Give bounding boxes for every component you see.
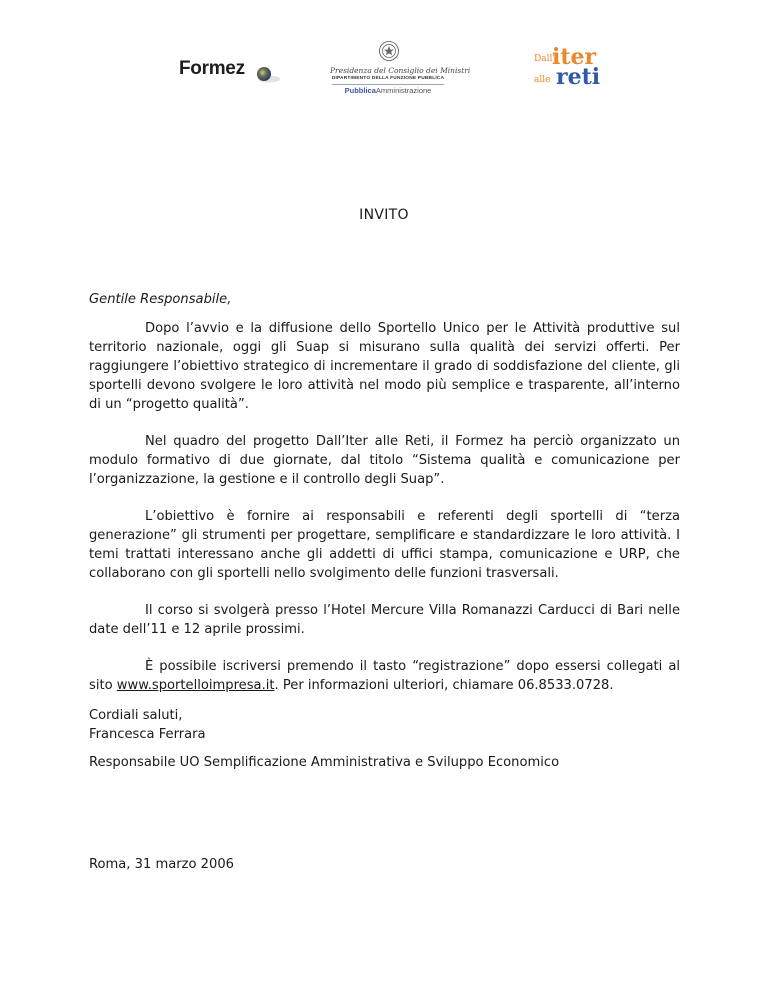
paragraph: Nel quadro del progetto Dall’Iter alle Reti, il Formez ha perciò organizzato un modulo formativo di due giornate, dal titolo “Sistema qualità e comunicazione per l’organizzazione, la gestione e il controllo degli Suap”.	[89, 434, 680, 487]
pa-wordmark	[330, 86, 446, 95]
presidenza-logo	[330, 40, 471, 100]
paragraph: L’obiettivo è fornire ai responsabili e referenti degli sportelli di “terza generazione” gli strumenti per progettare, semplificare e standardizzare le loro attività. I temi trattati interessano anche gli addetti di uffici stampa, comunicazione e URP, che collaborano con gli sportelli nello svolgimento delle funzioni trasversali.	[89, 509, 680, 581]
iter-logo-alle: alle	[534, 75, 551, 85]
letter-body	[89, 290, 680, 713]
closing-block	[89, 706, 206, 744]
paragraph: Il corso si svolgerà presso l’Hotel Mercure Villa Romanazzi Carducci di Bari nelle date dell’11 e 12 aprile prossimi.	[89, 603, 680, 637]
signer-role: Responsabile UO Semplificazione Amministrativa e Sviluppo Economico	[89, 755, 560, 770]
contact-text: . Per informazioni ulteriori, chiamare 06.8533.0728.	[274, 678, 614, 693]
pa-grey-word: Amministrazione	[375, 86, 432, 95]
salutation: Gentile Responsabile,	[89, 292, 232, 307]
formez-wordmark: Formez	[179, 58, 245, 79]
republic-emblem-icon	[378, 40, 400, 62]
formez-logo	[179, 58, 279, 92]
paragraph: Dopo l’avvio e la diffusione dello Sportello Unico per le Attività produttive sul territorio nazionale, oggi gli Suap si misurano sulla qualità dei servizi offerti. Per raggiungere l’obiettivo strategico di incrementare il grado di soddisfazione del cliente, gli sportelli devono svolgere le loro attività nel modo più semplice e trasparente, all’interno di un “progetto qualità”.	[89, 321, 680, 412]
signer-name: Francesca Ferrara	[89, 727, 206, 742]
iter-logo-dall: Dall'	[534, 54, 555, 64]
registration-text: È possibile iscriversi premendo il tasto “registrazione” dopo essersi collegati al sito	[89, 659, 680, 693]
department-label: DIPARTIMENTO DELLA FUNZIONE PUBBLICA	[331, 76, 445, 81]
dall-iter-alle-reti-logo	[534, 44, 601, 92]
presidenza-script: Presidenza del Consiglio dei Ministri	[330, 66, 471, 75]
letter-date: Roma, 31 marzo 2006	[89, 857, 234, 872]
registration-paragraph	[89, 657, 680, 695]
pa-blue-word: Pubblica	[344, 86, 376, 95]
iter-logo-reti: reti	[556, 64, 601, 90]
page-title: INVITO	[359, 207, 409, 223]
closing-greeting: Cordiali saluti,	[89, 708, 183, 723]
logo-divider	[332, 84, 444, 85]
sportello-impresa-link[interactable]: www.sportelloimpresa.it	[116, 678, 275, 693]
iter-logo-iter: iter	[552, 44, 597, 70]
